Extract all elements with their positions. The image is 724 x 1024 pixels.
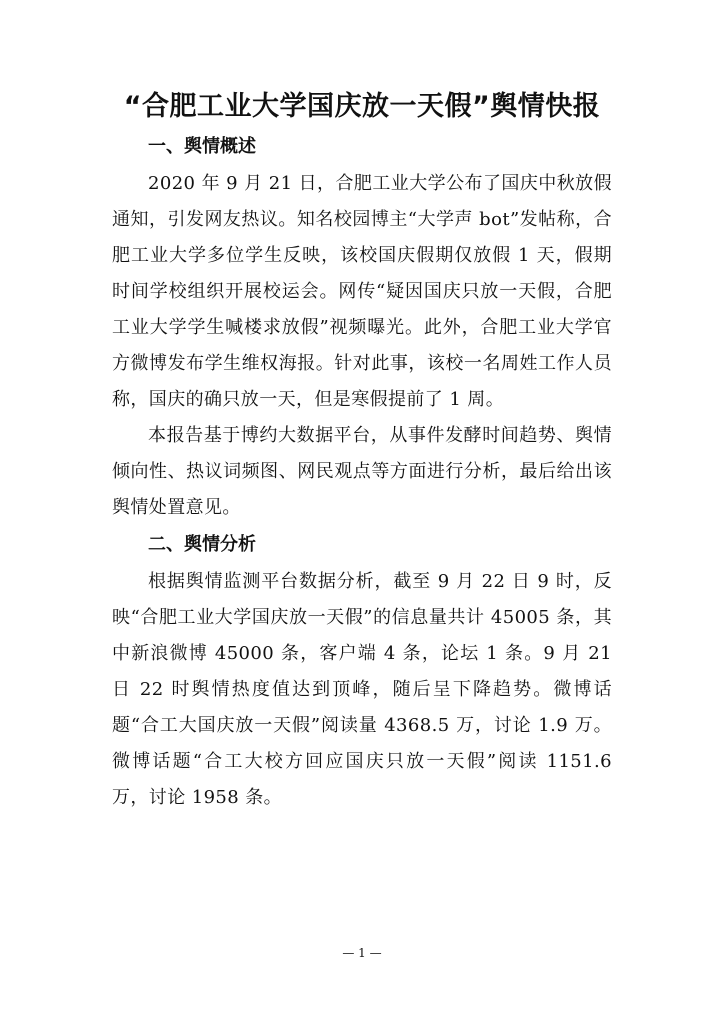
document-body [112, 128, 612, 816]
paragraph-overview-2: 本报告基于博约大数据平台，从事件发酵时间趋势、舆情倾向性、热议词频图、网民观点等方面进行分析，最后给出该舆情处置意见。 [112, 425, 612, 518]
paragraph-overview-1: 2020 年 9 月 21 日，合肥工业大学公布了国庆中秋放假通知，引发网友热议。知名校园博主“大学声 bot”发帖称，合肥工业大学多位学生反映，该校国庆假期仅放假 1 天，假期时间学校组织开展校运会。网传“疑因国庆只放一天假，合肥工业大学学生喊楼求放假”视频曝光。此外，合肥工业大学官方微博发布学生维权海报。针对此事，该校一名周姓工作人员称，国庆的确只放一天，但是寒假提前了 1 周。 [112, 173, 612, 410]
document-title: “合肥工业大学国庆放一天假”舆情快报 [123, 91, 601, 122]
section-analysis [112, 526, 612, 816]
page-number: — 1 — [342, 946, 382, 960]
paragraph-analysis-1: 根据舆情监测平台数据分析，截至 9 月 22 日 9 时，反映“合肥工业大学国庆放一天假”的信息量共计 45005 条，其中新浪微博 45000 条，客户端 4 条，论坛 1 条。9 月 21 日 22 时舆情热度值达到顶峰，随后呈下降趋势。微博话题“合工大国庆放一天假”阅读量 4368.5 万，讨论 1.9 万。微博话题“合工大校方回应国庆只放一天假”阅读 1151.6 万，讨论 1958 条。 [112, 571, 612, 808]
section-overview [112, 128, 612, 526]
section-heading-overview: 一、舆情概述 [148, 136, 256, 157]
section-heading-analysis: 二、舆情分析 [148, 534, 256, 555]
